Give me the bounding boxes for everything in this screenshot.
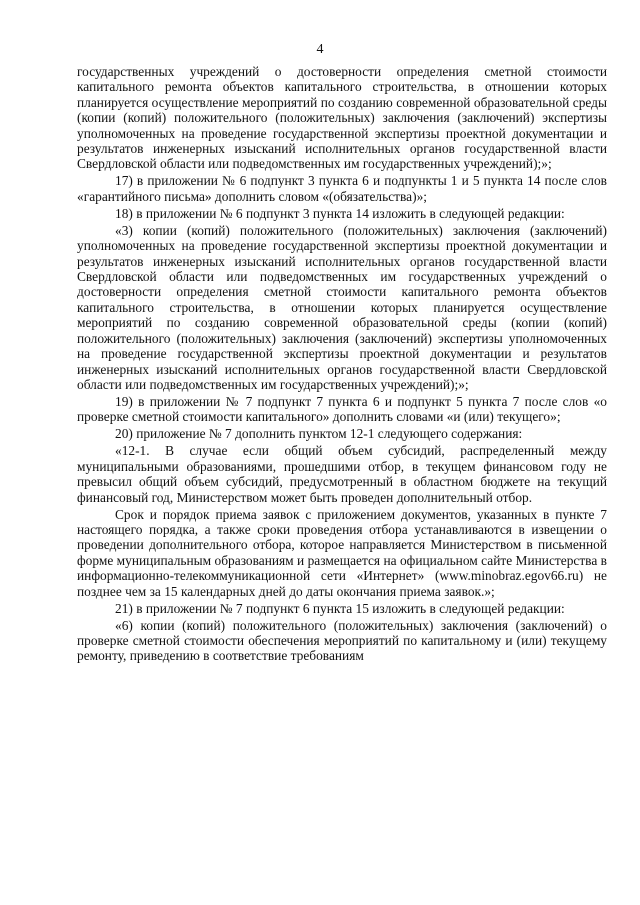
paragraph-item-18: 18) в приложении № 6 подпункт 3 пункта 14 изложить в следующей редакции:: [115, 205, 565, 221]
paragraph-item-17: 17) в приложении № 6 подпункт 3 пункта 6 и подпункты 1 и 5 пункта 14 после слов «гарантийного письма» дополнить словом «(обязательства)»;: [77, 173, 607, 204]
paragraph-quote-subitem-6: «6) копии (копий) положительного (положительных) заключения (заключений) о проверке сметной стоимости обеспечения мероприятий по капитальному и (или) текущему ремонту, приведению в соответствие требованиям: [77, 617, 607, 664]
paragraph-quote-subitem-3: «3) копии (копий) положительного (положительных) заключения (заключений) уполномоченных на проведение государственной экспертизы проектной документации и результатов инженерных изысканий исполнительных органов государственной власти Свердловской области или подведомственных им государственных учреждений о достоверности определения сметной стоимости капитального ремонта объектов капитального строительства, в отношении которых планируется осуществление мероприятий по созданию современной образовательной среды (копии (копий) положительного (положительных) заключения (заключений) экспертизы уполномоченных на проведение государственной экспертизы проектной документации и результатов инженерных изысканий исполнительных органов государственной власти Свердловской области или подведомственных им государственных учреждений);»;: [77, 222, 607, 392]
paragraph-application-deadline: Срок и порядок приема заявок с приложением документов, указанных в пункте 7 настоящего порядка, а также сроки проведения отбора устанавливаются в извещении о проведении дополнительного отбора, которое направляется Министерством в письменной форме муниципальным образованиям и размещается на официальном сайте Министерства в информационно-телекоммуникационной сети «Интернет» (www.minobraz.egov66.ru) не позднее чем за 15 календарных дней до даты окончания приема заявок.»;: [77, 506, 607, 599]
paragraph-item-19: 19) в приложении № 7 подпункт 7 пункта 6 и подпункт 5 пункта 7 после слов «о проверке сметной стоимости капитального» дополнить словами «и (или) текущего»;: [77, 393, 607, 425]
paragraph-quote-point-12-1: «12-1. В случае если общий объем субсидий, распределенный между муниципальными образованиями, прошедшими отбор, в текущем финансовом году не превысил общий объем субсидий, предусмотренный в областном бюджете на текущий финансовый год, Министерством может быть проведен дополнительный отбор.: [77, 443, 607, 505]
page-number: 4: [316, 42, 324, 57]
paragraph-item-21: 21) в приложении № 7 подпункт 6 пункта 15 изложить в следующей редакции:: [115, 600, 565, 616]
paragraph-item-20: 20) приложение № 7 дополнить пунктом 12-1 следующего содержания:: [115, 426, 523, 442]
paragraph-continuation: государственных учреждений о достоверности определения сметной стоимости капитального ремонта объектов капитального строительства, в отношении которых планируется осуществление мероприятий по созданию современной образовательной среды (копии (копий) положительного (положительных) заключения (заключений) экспертизы уполномоченных на проведение государственной экспертизы проектной документации и результатов инженерных изысканий исполнительных органов государственной власти Свердловской области или подведомственных им государственных учреждений);»;: [77, 64, 607, 172]
document-body: [77, 64, 607, 665]
